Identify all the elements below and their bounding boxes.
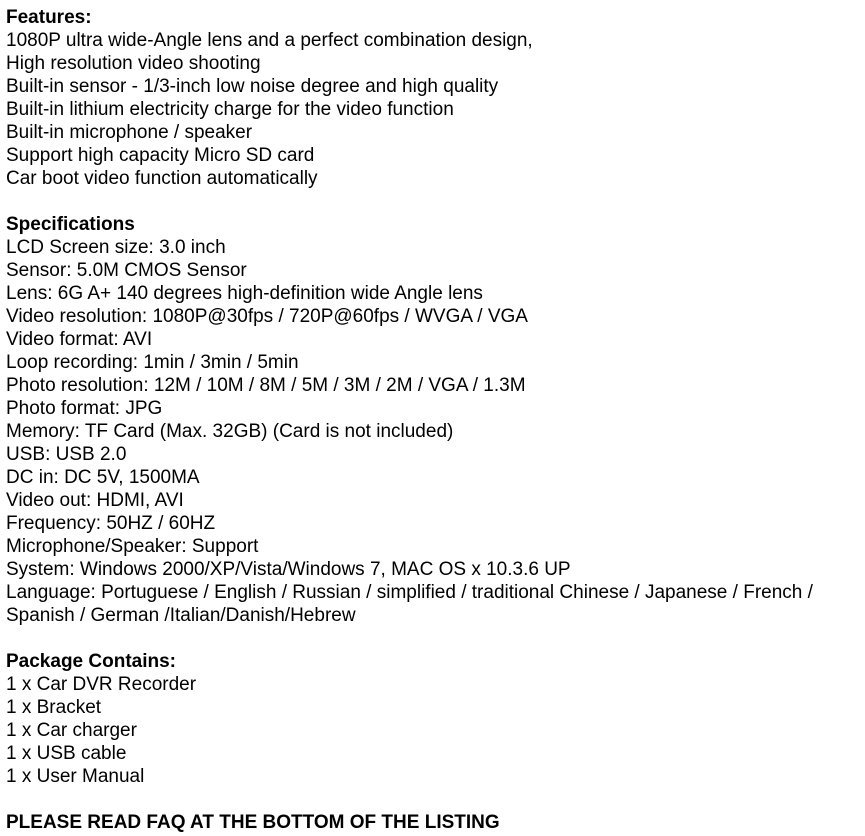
spec-item: Sensor: 5.0M CMOS Sensor	[6, 260, 247, 281]
package-item: 1 x User Manual	[6, 766, 145, 787]
features-section	[6, 6, 862, 190]
spec-item: LCD Screen size: 3.0 inch	[6, 237, 226, 258]
package-section	[6, 650, 862, 788]
spec-item: Video out: HDMI, AVI	[6, 490, 184, 511]
feature-item: High resolution video shooting	[6, 53, 261, 74]
specifications-heading: Specifications	[6, 214, 135, 235]
feature-item: Car boot video function automatically	[6, 168, 318, 189]
spec-item: Memory: TF Card (Max. 32GB) (Card is not included)	[6, 421, 454, 442]
spec-item: Photo format: JPG	[6, 398, 163, 419]
spec-item-language-continued: Spanish / German /Italian/Danish/Hebrew	[6, 605, 356, 626]
package-item: 1 x Car charger	[6, 720, 137, 741]
feature-item: Built-in lithium electricity charge for the video function	[6, 99, 454, 120]
spec-item: Video format: AVI	[6, 329, 153, 350]
feature-item: Support high capacity Micro SD card	[6, 145, 315, 166]
spec-item: DC in: DC 5V, 1500MA	[6, 467, 200, 488]
package-heading: Package Contains:	[6, 651, 176, 672]
features-heading: Features:	[6, 7, 92, 28]
section-spacer	[6, 788, 862, 811]
feature-item: 1080P ultra wide-Angle lens and a perfect combination design,	[6, 30, 533, 51]
spec-item: Video resolution: 1080P@30fps / 720P@60fps / WVGA / VGA	[6, 306, 528, 327]
spec-item-language: Language: Portuguese / English / Russian / simplified / traditional Chinese / Japanese / French /	[6, 582, 813, 603]
spec-item: Photo resolution: 12M / 10M / 8M / 5M / 3M / 2M / VGA / 1.3M	[6, 375, 526, 396]
specifications-section	[6, 213, 862, 627]
spec-item: Frequency: 50HZ / 60HZ	[6, 513, 216, 534]
feature-item: Built-in microphone / speaker	[6, 122, 253, 143]
spec-item: Loop recording: 1min / 3min / 5min	[6, 352, 299, 373]
spec-item: System: Windows 2000/XP/Vista/Windows 7, MAC OS x 10.3.6 UP	[6, 559, 571, 580]
product-description	[6, 6, 862, 834]
package-item: 1 x Bracket	[6, 697, 102, 718]
section-spacer	[6, 627, 862, 650]
faq-notice: PLEASE READ FAQ AT THE BOTTOM OF THE LISTING	[6, 812, 500, 833]
section-spacer	[6, 190, 862, 213]
package-item: 1 x Car DVR Recorder	[6, 674, 197, 695]
spec-item: Microphone/Speaker: Support	[6, 536, 259, 557]
package-item: 1 x USB cable	[6, 743, 127, 764]
feature-item: Built-in sensor - 1/3-inch low noise degree and high quality	[6, 76, 499, 97]
spec-item: Lens: 6G A+ 140 degrees high-definition wide Angle lens	[6, 283, 483, 304]
spec-item: USB: USB 2.0	[6, 444, 127, 465]
